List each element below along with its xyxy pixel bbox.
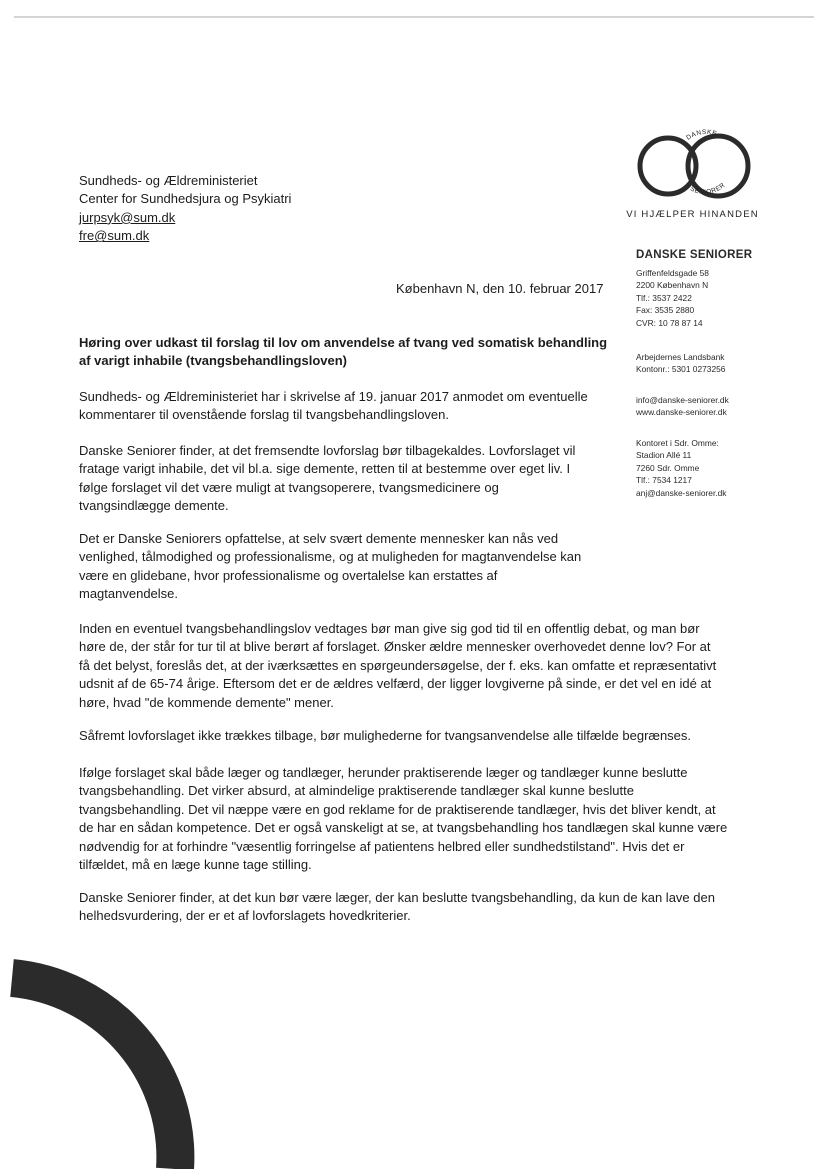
body-paragraph [79, 388, 588, 425]
sender-name: DANSKE SENIORER [636, 249, 753, 261]
paragraph-line: magtanvendelse. [79, 586, 179, 602]
logo-ring-text-bottom: SENIORER [689, 181, 727, 196]
office-line: 7260 Sdr. Omme [636, 462, 700, 473]
recipient-email-link[interactable]: jurpsyk@sum.dk [79, 209, 176, 225]
paragraph-line: fratage varigt inhabile, det vil bl.a. sige demente, retten til at bestemme over eget liv. I [79, 461, 571, 477]
paragraph-line: tvangsbehandling. Det virker absurd, at almindelige praktiserende tandlæger skal kunne beslutte [79, 783, 634, 799]
paragraph-line: tvangsindlægge demente. [79, 498, 229, 514]
bank-line: Kontonr.: 5301 0273256 [636, 364, 726, 375]
recipient-email-link[interactable]: fre@sum.dk [79, 228, 150, 244]
logo-tagline: VI HJÆLPER HINANDEN [626, 209, 759, 220]
body-paragraph [79, 889, 715, 926]
body-paragraph [79, 727, 691, 745]
body-paragraph [79, 530, 581, 604]
paragraph-line: Inden en eventuel tvangsbehandlingslov vedtages bør man give sig god tid til en offentlig debat, og man bør [79, 621, 700, 636]
address-line: CVR: 10 78 87 14 [636, 317, 703, 328]
address-line: Fax: 3535 2880 [636, 305, 695, 316]
sender-email[interactable]: info@danske-seniorer.dk [636, 395, 729, 405]
office-line: Kontoret i Sdr. Omme: [636, 438, 719, 448]
paragraph-line: Danske Seniorer finder, at det fremsendte lovforslag bør tilbagekaldes. Lovforslaget vil [79, 443, 576, 458]
decorative-arc-icon [0, 940, 200, 1169]
sender-web [636, 394, 816, 419]
recipient-block [79, 172, 291, 246]
body-paragraph [79, 764, 727, 874]
paragraph-line: Såfremt lovforslaget ikke trækkes tilbage, bør mulighederne for tvangsanvendelse alle tilfælde begrænses. [79, 728, 692, 743]
sender-website[interactable]: www.danske-seniorer.dk [636, 407, 727, 418]
letter-date: København N, den 10. februar 2017 [396, 281, 604, 296]
bank-line: Arbejdernes Landsbank [636, 352, 725, 362]
scan-edge-line [14, 16, 814, 18]
address-line: 2200 København N [636, 280, 709, 291]
address-line: Tlf.: 3537 2422 [636, 292, 692, 303]
letter-subject [79, 334, 619, 371]
paragraph-line: høre de, der står for tur til at blive berørt af forslaget. Ønsker ældre mennesker overhovedet denne lov? For at [79, 639, 711, 655]
body-paragraph [79, 620, 716, 712]
paragraph-line: Ifølge forslaget skal både læger og tandlæger, herunder praktiserende læger og tandlæger kunne beslutte [79, 765, 688, 780]
office-line: Tlf.: 7534 1217 [636, 475, 692, 486]
paragraph-line: følge forslaget vil det være muligt at tvangsoperere, tvangsmedicinere og [79, 479, 499, 495]
sender-office [636, 437, 816, 499]
recipient-ministry: Sundheds- og Ældreministeriet [79, 173, 258, 188]
paragraph-line: Det er Danske Seniorers opfattelse, at selv svært demente mennesker kan nås ved [79, 531, 559, 546]
paragraph-line: venlighed, tålmodighed og professionalisme, og at muligheden for magtanvendelse kan [79, 549, 582, 565]
paragraph-line: tilfældet, må en læge kunne tage stilling. [79, 857, 312, 873]
recipient-department: Center for Sundhedsjura og Psykiatri [79, 191, 292, 207]
paragraph-line: høre, hvad "de kommende demente" mener. [79, 694, 334, 710]
paragraph-line: nødvendig for at forhindre "væsentlig forringelse af patientens helbred eller sundhedstilstand". Hvis det er [79, 838, 685, 854]
paragraph-line: udsnit af de 65-74 årige. Eftersom det er de ældres velfærd, der ligger lovgiverne på sinde, er det vel en idé at [79, 676, 712, 692]
paragraph-line: Sundheds- og Ældreministeriet har i skrivelse af 19. januar 2017 anmodet om eventuelle [79, 389, 588, 404]
office-email[interactable]: anj@danske-seniorer.dk [636, 487, 727, 498]
paragraph-line: kommentarer til ovenstående forslag til tvangsbehandlingsloven. [79, 407, 449, 423]
logo-ring-text-top: DANSKE [685, 128, 718, 142]
sender-bank [636, 351, 816, 376]
sender-address [636, 267, 816, 329]
paragraph-line: få det belyst, foreslås det, at der iværksættes en spørgeundersøgelse, der f. eks. kan omfatte et repræsentativt [79, 657, 717, 673]
paragraph-line: tvangsbehandling. Det vil næppe være en god reklame for de praktiserende tandlæger, hvis det bliver kendt, at [79, 801, 716, 817]
subject-line: af varigt inhabile (tvangsbehandlingsloven) [79, 353, 347, 369]
subject-line: Høring over udkast til forslag til lov om anvendelse af tvang ved somatisk behandling [79, 335, 608, 350]
paragraph-line: Danske Seniorer finder, at det kun bør være læger, der kan beslutte tvangsbehandling, da kun de kan lave den [79, 890, 715, 905]
paragraph-line: være en glidebane, hvor professionalisme og overtalelse kan erstattes af [79, 567, 498, 583]
office-line: Stadion Allé 11 [636, 450, 692, 461]
paragraph-line: de har en sådan kompetence. Det er også vanskeligt at se, at tvangsbehandling hos tandlægen skal kunne være [79, 820, 728, 836]
address-line: Griffenfeldsgade 58 [636, 268, 709, 278]
body-paragraph [79, 442, 575, 516]
paragraph-line: helhedsvurdering, der er et af lovforslagets hovedkriterier. [79, 908, 411, 924]
danske-seniorer-logo [630, 118, 765, 218]
